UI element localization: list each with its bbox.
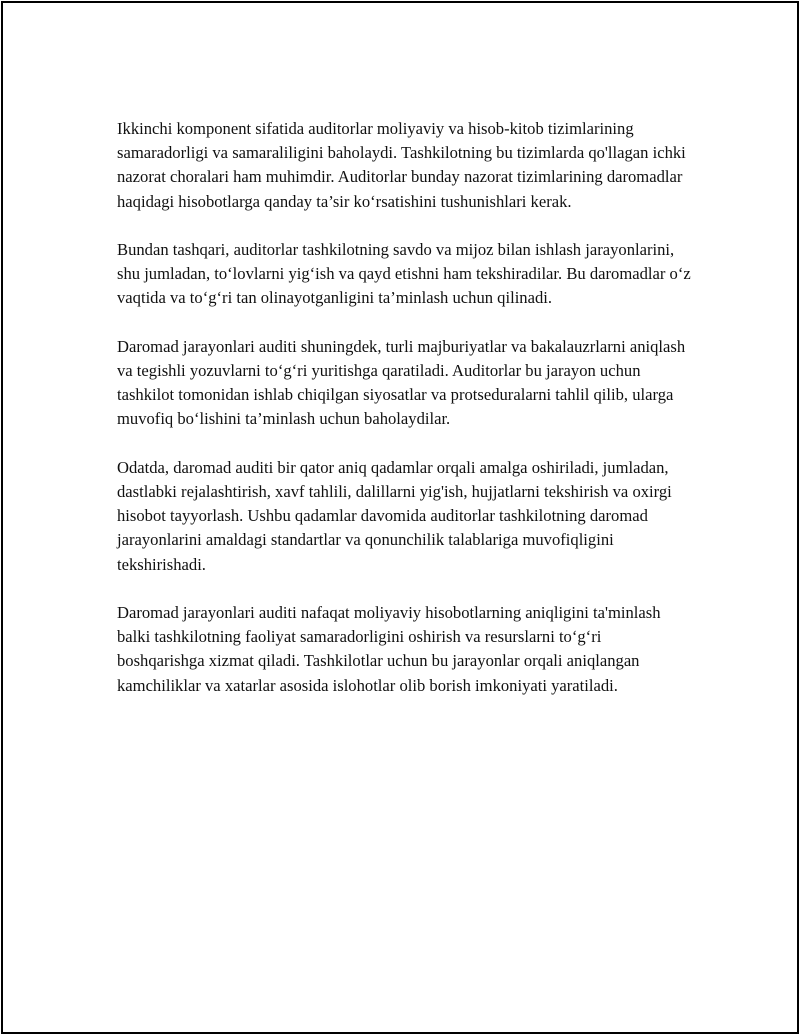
paragraph: Daromad jarayonlari auditi nafaqat moliyaviy hisobotlarning aniqligini ta'minlash balki tashkilotning faoliyat samaradorligini oshirish va resurslarni to‘g‘ri boshqarishga xizmat qiladi. Tashkilotlar uchun bu jarayonlar orqali aniqlangan kamchiliklar va xatarlar asosida islohotlar olib borish imkoniyati yaratiladi. — [117, 603, 661, 695]
paragraph: Ikkinchi komponent sifatida auditorlar moliyaviy va hisob-kitob tizimlarining samaradorligi va samaraliligini baholaydi. Tashkilotning bu tizimlarda qo'llagan ichki nazorat choralari ham muhimdir. Auditorlar bunday nazorat tizimlarining daromadlar haqidagi hisobotlarga qanday ta’sir ko‘rsatishini tushunishlari kerak. — [117, 119, 686, 211]
paragraph: Bundan tashqari, auditorlar tashkilotning savdo va mijoz bilan ishlash jarayonlarini, shu jumladan, to‘lovlarni yig‘ish va qayd etishni ham tekshiradilar. Bu daromadlar o‘z vaqtida va to‘g‘ri tan olinayotganligini ta’minlash uchun qilinadi. — [117, 240, 691, 308]
paragraph: Odatda, daromad auditi bir qator aniq qadamlar orqali amalga oshiriladi, jumladan, dastlabki rejalashtirish, xavf tahlili, dalillarni yig'ish, hujjatlarni tekshirish va oxirgi hisobot tayyorlash. Ushbu qadamlar davomida auditorlar tashkilotning daromad jarayonlarini amaldagi standartlar va qonunchilik talablariga muvofiqligini tekshirishadi. — [117, 457, 672, 574]
paragraph: Daromad jarayonlari auditi shuningdek, turli majburiyatlar va bakalauzrlarni aniqlash va tegishli yozuvlarni to‘g‘ri yuritishga qaratiladi. Auditorlar bu jarayon uchun tashkilot tomonidan ishlab chiqilgan siyosatlar va protseduralarni tahlil qilib, ularga muvofiq bo‘lishini ta’minlash uchun baholaydilar. — [117, 336, 686, 429]
document-body — [117, 117, 692, 722]
